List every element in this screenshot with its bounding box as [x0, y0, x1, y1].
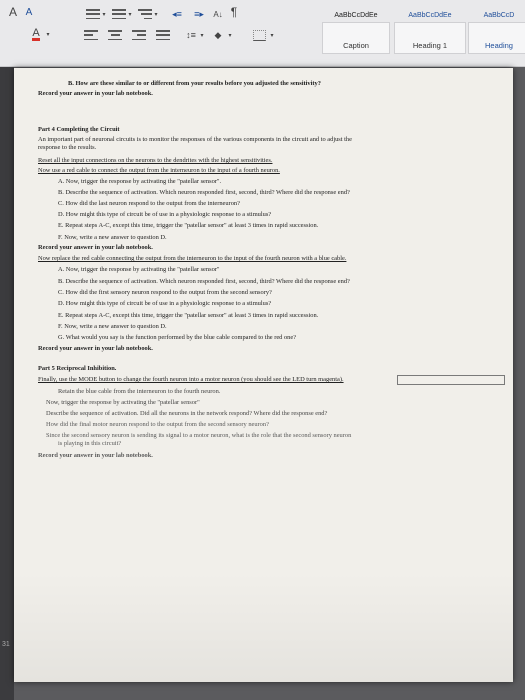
style-heading[interactable]: AaBbCcD Heading [468, 22, 525, 54]
align-right-icon[interactable] [130, 27, 148, 43]
word-ribbon [0, 0, 525, 67]
list3-item-2: Now, trigger the response by activating the "patellar sensor" [46, 399, 200, 406]
list3-item-5: Since the second sensory neuron is sending its signal to a motor neuron, what is the role that the second sensory neuron [46, 432, 352, 439]
align-center-icon[interactable] [106, 27, 124, 43]
led-magenta-highlight-box [397, 375, 505, 385]
list3-item-4: How did the final motor neuron respond to the output from the second sensory neuron? [46, 421, 269, 428]
record-answer-4: Record your answer in your lab notebook. [38, 452, 153, 459]
align-left-icon[interactable] [82, 27, 100, 43]
list2-item-c: C. How did the first sensory neuron respond to the output from the second sensory? [58, 289, 272, 296]
page-number: 31 [2, 641, 10, 648]
list2-item-f: F. Now, write a new answer to question D. [58, 323, 167, 330]
list1-item-b: B. Describe the sequence of activation. Which neuron responded first, second, third? Where did the response end? [58, 189, 350, 196]
record-answer-1: Record your answer in your lab notebook. [38, 90, 153, 97]
list2-item-a: A. Now, trigger the response by activating the "patellar sensor" [58, 266, 220, 273]
justify-icon[interactable] [154, 27, 172, 43]
bullets-dropdown-icon[interactable]: ▾ [102, 11, 106, 18]
reset-instruction: Reset all the input connections on the neurons to the dendrites with the highest sensitivities. [38, 157, 273, 164]
list2-item-g: G. What would you say is the function performed by the blue cable compared to the red one? [58, 334, 297, 341]
style-normal[interactable]: AaBbCcDdEe [322, 22, 390, 54]
part5-title: Part 5 Reciprocal Inhibition. [38, 365, 117, 372]
record-answer-3: Record your answer in your lab notebook. [38, 345, 153, 352]
list2-item-d: D. How might this type of circuit be of use in a physiologic response to a stimulus? [58, 300, 272, 307]
list1-item-f: F. Now, write a new answer to question D. [58, 234, 167, 241]
list1-item-e: E. Repeat steps A-C, except this time, trigger the "patellar sensor" at least 3 times in rapid succession. [58, 222, 319, 229]
borders-icon[interactable] [250, 27, 268, 43]
show-formatting-pilcrow-icon[interactable]: ¶ [230, 5, 238, 19]
part5-mode-line: Finally, use the MODE button to change the fourth neuron into a motor neuron (you should see the LED turn magenta). [38, 376, 344, 383]
font-color-dropdown-icon[interactable]: ▾ [46, 31, 50, 38]
list3-item-6: is playing in this circuit? [58, 440, 122, 447]
list3-item-3: Describe the sequence of activation. Did all the neurons in the network respond? Where did the response end? [46, 410, 328, 417]
decrease-indent-icon[interactable]: ◂≡ [172, 8, 182, 19]
borders-dropdown-icon[interactable]: ▾ [270, 32, 274, 39]
line-spacing-dropdown-icon[interactable]: ▾ [200, 32, 204, 39]
part4-intro-line2: response to the results. [38, 144, 97, 151]
list1-item-c: C. How did the last neuron respond to the output from the interneuron? [58, 200, 240, 207]
style-caption[interactable]: Caption [343, 41, 369, 50]
sort-icon[interactable]: A↓ [213, 9, 223, 19]
shading-icon[interactable]: ◆ [214, 29, 222, 40]
list1-item-a: A. Now, trigger the response by activating the "patellar sensor". [58, 178, 222, 185]
part4-title: Part 4 Completing the Circuit [38, 126, 120, 133]
font-color-button[interactable]: A [32, 26, 40, 39]
list3-item-1: Retain the blue cable from the interneuron to the fourth neuron. [58, 388, 221, 395]
style-heading-1[interactable]: AaBbCcDdEe Heading 1 [394, 22, 466, 54]
list1-item-d: D. How might this type of circuit be of use in a physiologic response to a stimulus? [58, 211, 272, 218]
shading-dropdown-icon[interactable]: ▾ [228, 32, 232, 39]
part4-intro-line1: An important part of neuronal circuits is to monitor the responses of the various components in the circuit and to adjust the [38, 136, 352, 143]
numbering-dropdown-icon[interactable]: ▾ [128, 11, 132, 18]
line-spacing-icon[interactable]: ↕≡ [186, 30, 196, 40]
question-b: B. How are these similar to or different from your results before you adjusted the sensitivity? [68, 80, 321, 87]
multilevel-dropdown-icon[interactable]: ▾ [154, 11, 158, 18]
record-answer-2: Record your answer in your lab notebook. [38, 244, 153, 251]
left-gutter [0, 67, 14, 700]
red-cable-instruction: Now use a red cable to connect the output from the interneuron to the input of a fourth neuron. [38, 167, 280, 174]
document-page[interactable] [14, 68, 513, 682]
list2-item-b: B. Describe the sequence of activation. Which neuron responded first, second, third? Where did the response end? [58, 278, 350, 285]
increase-indent-icon[interactable]: ≡▸ [194, 8, 204, 19]
list2-item-e: E. Repeat steps A-C, except this time, trigger the "patellar sensor" at least 3 times in rapid succession. [58, 312, 319, 319]
shrink-font-button[interactable]: A [25, 6, 33, 18]
blue-cable-instruction: Now replace the red cable connecting the output from the interneuron to the input of the fourth neuron with a blue cable. [38, 255, 347, 262]
grow-font-button[interactable]: A [8, 5, 17, 19]
